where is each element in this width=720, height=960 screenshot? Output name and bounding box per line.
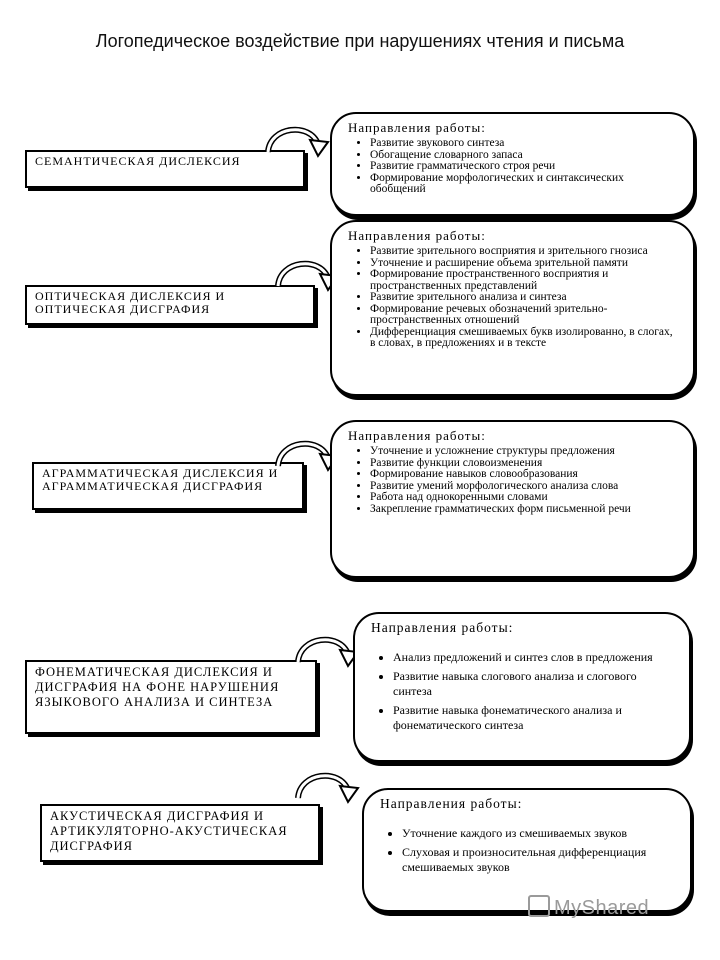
category-label: ОПТИЧЕСКАЯ ДИСЛЕКСИЯ И ОПТИЧЕСКАЯ ДИСГРАФИЯ: [35, 289, 226, 316]
watermark-text: MyShared: [554, 897, 650, 919]
category-label: СЕМАНТИЧЕСКАЯ ДИСЛЕКСИЯ: [35, 154, 241, 168]
directions-bubble-agrammatic: [330, 420, 695, 578]
category-box-agrammatic: [32, 462, 304, 510]
list-item: • Работа над однокоренными словами: [370, 492, 679, 504]
directions-list: [348, 246, 679, 350]
list-item: • Развитие навыка фонематического анализа и фонематического синтеза: [393, 703, 675, 733]
category-box-acoustic: [40, 804, 320, 862]
list-item: • Развитие зрительного восприятия и зрительного гнозиса: [370, 246, 679, 258]
category-box-phonemic: [25, 660, 317, 734]
page-title: Логопедическое воздействие при нарушениях чтения и письма: [95, 31, 625, 51]
category-label: АГРАММАТИЧЕСКАЯ ДИСЛЕКСИЯ И АГРАММАТИЧЕСКАЯ ДИСГРАФИЯ: [42, 466, 279, 493]
directions-bubble-optical: [330, 220, 695, 396]
directions-heading: Направления работы:: [348, 228, 486, 243]
list-item: • Анализ предложений и синтез слов в предложения: [393, 650, 675, 665]
directions-bubble-phonemic: [353, 612, 691, 762]
directions-bubble-semantic: [330, 112, 695, 216]
directions-list: [348, 138, 679, 196]
curved-arrow-icon: [292, 628, 362, 668]
list-item: • Развитие зрительного анализа и синтеза: [370, 292, 679, 304]
directions-heading: Направления работы:: [380, 796, 523, 811]
directions-list: [348, 446, 679, 515]
directions-list: [380, 826, 676, 875]
list-item: • Закрепление грамматических форм письменной речи: [370, 504, 679, 516]
list-item: • Слуховая и произносительная дифференциация смешиваемых звуков: [402, 845, 676, 875]
directions-heading: Направления работы:: [371, 620, 514, 635]
list-item: • Развитие звукового синтеза: [370, 138, 679, 150]
list-item: • Формирование морфологических и синтаксических обобщений: [370, 173, 679, 196]
list-item: • Уточнение каждого из смешиваемых звуков: [402, 826, 676, 841]
directions-list: [371, 650, 675, 733]
list-item: • Развитие функции словоизменения: [370, 458, 679, 470]
directions-heading: Направления работы:: [348, 428, 486, 443]
list-item: • Развитие умений морфологического анализа слова: [370, 481, 679, 493]
directions-bubble-acoustic: [362, 788, 692, 912]
list-item: • Формирование навыков словообразования: [370, 469, 679, 481]
curved-arrow-icon: [262, 118, 332, 158]
list-item: • Формирование пространственного восприятия и пространственных представлений: [370, 269, 679, 292]
curved-arrow-icon: [292, 764, 362, 804]
list-item: • Уточнение и расширение объема зрительной памяти: [370, 258, 679, 270]
list-item: • Развитие навыка слогового анализа и слогового синтеза: [393, 669, 675, 699]
category-label: АКУСТИЧЕСКАЯ ДИСГРАФИЯ И АРТИКУЛЯТОРНО-АКУСТИЧЕСКАЯ ДИСГРАФИЯ: [50, 809, 288, 853]
watermark-icon: [528, 895, 550, 917]
watermark-logo: [528, 895, 649, 920]
list-item: • Формирование речевых обозначений зрительно-пространственных отношений: [370, 304, 679, 327]
list-item: • Развитие грамматического строя речи: [370, 161, 679, 173]
category-label: ФОНЕМАТИЧЕСКАЯ ДИСЛЕКСИЯ И ДИСГРАФИЯ НА ФОНЕ НАРУШЕНИЯ ЯЗЫКОВОГО АНАЛИЗА И СИНТЕЗА: [35, 665, 280, 709]
list-item: • Обогащение словарного запаса: [370, 150, 679, 162]
directions-heading: Направления работы:: [348, 120, 486, 135]
list-item: • Уточнение и усложнение структуры предложения: [370, 446, 679, 458]
list-item: • Дифференциация смешиваемых букв изолированно, в слогах, в словах, в предложениях и в тексте: [370, 327, 679, 350]
